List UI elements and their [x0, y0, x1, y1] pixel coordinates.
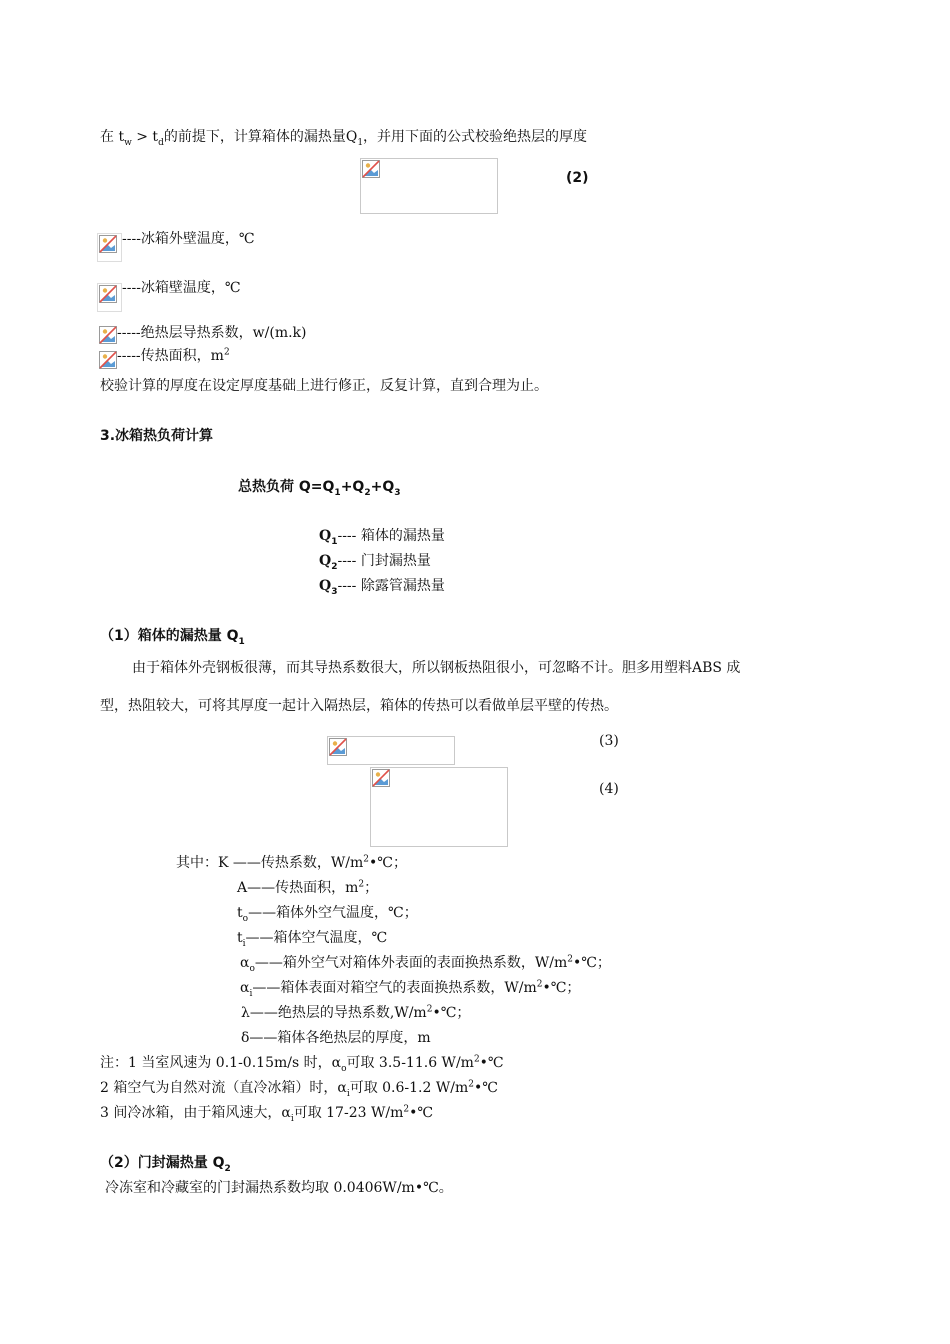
note-2-a: 2 箱空气为自然对流（直冷冰箱）时，α [100, 1080, 347, 1096]
intro-sub-w: w [124, 137, 132, 148]
intro-line [100, 127, 587, 147]
where-alpha-i-sup: 2 [536, 979, 543, 990]
where-to-text: t [237, 905, 243, 921]
note-1-b: 可取 3.5-11.6 W/m [346, 1055, 474, 1071]
note-3-sub: i [290, 1113, 294, 1124]
where-to-sub: o [242, 913, 249, 924]
def-outer-wall: ----冰箱外壁温度，℃ [122, 231, 255, 247]
def-conductivity: -----绝热层导热系数，w/(m.k) [117, 325, 307, 341]
where-to-tail: ——箱体外空气温度，℃； [248, 905, 418, 921]
symbol-area-image [99, 351, 117, 369]
where-k-sup: 2 [363, 854, 370, 865]
component-q2 [319, 551, 431, 571]
note-3 [100, 1103, 433, 1123]
equation-3-label: (3) [599, 733, 619, 749]
subsection-1-title [100, 626, 245, 646]
equation-2-image [360, 158, 498, 214]
def-area-sup: 2 [223, 347, 230, 358]
equation-4-label: (4) [599, 781, 619, 797]
component-q3 [319, 576, 445, 596]
where-alpha-o-sub: o [249, 963, 255, 974]
broken-image-icon [99, 235, 117, 253]
equation-4-image [370, 767, 508, 847]
note-3-a: 3 间冷冰箱，由于箱风速大，α [100, 1105, 291, 1121]
component-q2-text: ---- 门封漏热量 [337, 553, 431, 569]
note-1 [100, 1053, 504, 1073]
total-sub-2: 2 [364, 487, 371, 498]
where-lambda [241, 1003, 470, 1023]
where-alpha-o [240, 953, 611, 973]
component-q2-sub: 2 [331, 561, 338, 572]
where-alpha-i-sub: i [249, 988, 253, 999]
where-to [237, 903, 418, 923]
total-load-formula [238, 477, 401, 497]
where-alpha-i-text: α [240, 980, 250, 996]
note-1-sub: o [341, 1063, 347, 1074]
total-prefix: 总热负荷 Q=Q [238, 479, 335, 495]
where-ti-tail: ——箱体空气温度，℃ [245, 930, 388, 946]
intro-sub-1: 1 [357, 137, 364, 148]
subsection-1-title-text: （1）箱体的漏热量 Q [100, 628, 239, 644]
note-3-b: 可取 17-23 W/m [293, 1105, 404, 1121]
symbol-conductivity-image [99, 326, 117, 344]
broken-image-icon [372, 769, 390, 787]
def-area [117, 346, 230, 366]
note-2-b: 可取 0.6-1.2 W/m [349, 1080, 469, 1096]
section-3-title: 3.冰箱热负荷计算 [100, 428, 214, 444]
component-q1-text: ---- 箱体的漏热量 [337, 528, 445, 544]
intro-text-3: 的前提下，计算箱体的漏热量Q [163, 129, 358, 145]
intro-sub-d: d [158, 137, 164, 148]
intro-text-4: ，并用下面的公式校验绝热层的厚度 [363, 129, 588, 145]
equation-3-image [327, 736, 455, 765]
component-q3-sub: 3 [331, 586, 338, 597]
intro-text-2: > t [131, 129, 159, 145]
total-plus-2: +Q [370, 479, 395, 495]
total-sub-1: 1 [334, 487, 341, 498]
where-alpha-o-sup: 2 [567, 954, 574, 965]
component-q1 [319, 526, 445, 546]
where-a [237, 878, 378, 898]
subsection-2-title-text: （2）门封漏热量 Q [100, 1155, 225, 1171]
component-q1-symbol: Q [319, 528, 332, 544]
component-q1-sub: 1 [331, 536, 338, 547]
total-sub-3: 3 [394, 487, 401, 498]
where-delta: δ——箱体各绝热层的厚度，m [241, 1030, 431, 1046]
note-1-a: 注：1 当室风速为 0.1-0.15m/s 时，α [100, 1055, 342, 1071]
note-1-c: •℃ [479, 1055, 504, 1071]
where-alpha-o-tail: ——箱外空气对箱体外表面的表面换热系数，W/m [254, 955, 568, 971]
where-k [176, 853, 407, 873]
note-2-c: •℃ [473, 1080, 498, 1096]
where-k-tail: •℃； [369, 855, 407, 871]
symbol-outer-wall-image [97, 233, 122, 262]
broken-image-icon [362, 160, 380, 178]
paragraph-line-2: 型，热阻较大，可将其厚度一起计入隔热层，箱体的传热可以看做单层平壁的传热。 [100, 698, 618, 714]
note-1-sup: 2 [473, 1054, 480, 1065]
where-a-tail: ； [364, 880, 379, 896]
where-ti-sub: i [242, 938, 246, 949]
note-3-c: •℃ [409, 1105, 434, 1121]
where-alpha-i-tail2: •℃； [542, 980, 581, 996]
where-alpha-o-tail2: •℃； [573, 955, 611, 971]
where-alpha-i-tail: ——箱体表面对箱空气的表面换热系数，W/m [252, 980, 537, 996]
subsection-1-title-sub: 1 [238, 636, 245, 647]
symbol-wall-image [97, 283, 122, 312]
where-lambda-tail: •℃； [432, 1005, 471, 1021]
def-area-text: -----传热面积，m [117, 348, 224, 364]
component-q2-symbol: Q [319, 553, 332, 569]
where-ti [237, 928, 387, 948]
where-a-text: A——传热面积，m [237, 880, 359, 896]
subsection-2-title-sub: 2 [224, 1163, 231, 1174]
note-2 [100, 1078, 498, 1098]
where-ti-text: t [237, 930, 243, 946]
note-2-sup: 2 [468, 1079, 474, 1090]
broken-image-icon [99, 285, 117, 303]
broken-image-icon [329, 738, 347, 756]
where-k-text: 其中：K ——传热系数，W/m [176, 855, 364, 871]
note-2-sub: i [346, 1088, 350, 1099]
check-text: 校验计算的厚度在设定厚度基础上进行修正，反复计算，直到合理为止。 [100, 378, 548, 394]
intro-text-1: 在 t [100, 129, 125, 145]
where-lambda-text: λ——绝热层的导热系数,W/m [241, 1005, 427, 1021]
where-alpha-o-text: α [240, 955, 250, 971]
component-q3-symbol: Q [319, 578, 332, 594]
def-wall: ----冰箱壁温度，℃ [122, 280, 241, 296]
total-plus-1: +Q [340, 479, 365, 495]
subsection-2-title [100, 1153, 231, 1173]
where-a-sup: 2 [358, 879, 365, 890]
paragraph-line-1: 由于箱体外壳钢板很薄，而其导热系数很大，所以钢板热阻很小，可忽略不计。胆多用塑料ABS 成 [132, 660, 741, 676]
component-q3-text: ---- 除露管漏热量 [337, 578, 445, 594]
equation-2-label: (2) [566, 170, 589, 186]
note-3-sup: 2 [403, 1104, 410, 1115]
where-lambda-sup: 2 [426, 1004, 433, 1015]
where-alpha-i [240, 978, 580, 998]
door-seal-text: 冷冻室和冷藏室的门封漏热系数均取 0.0406W/m•℃。 [105, 1180, 453, 1196]
